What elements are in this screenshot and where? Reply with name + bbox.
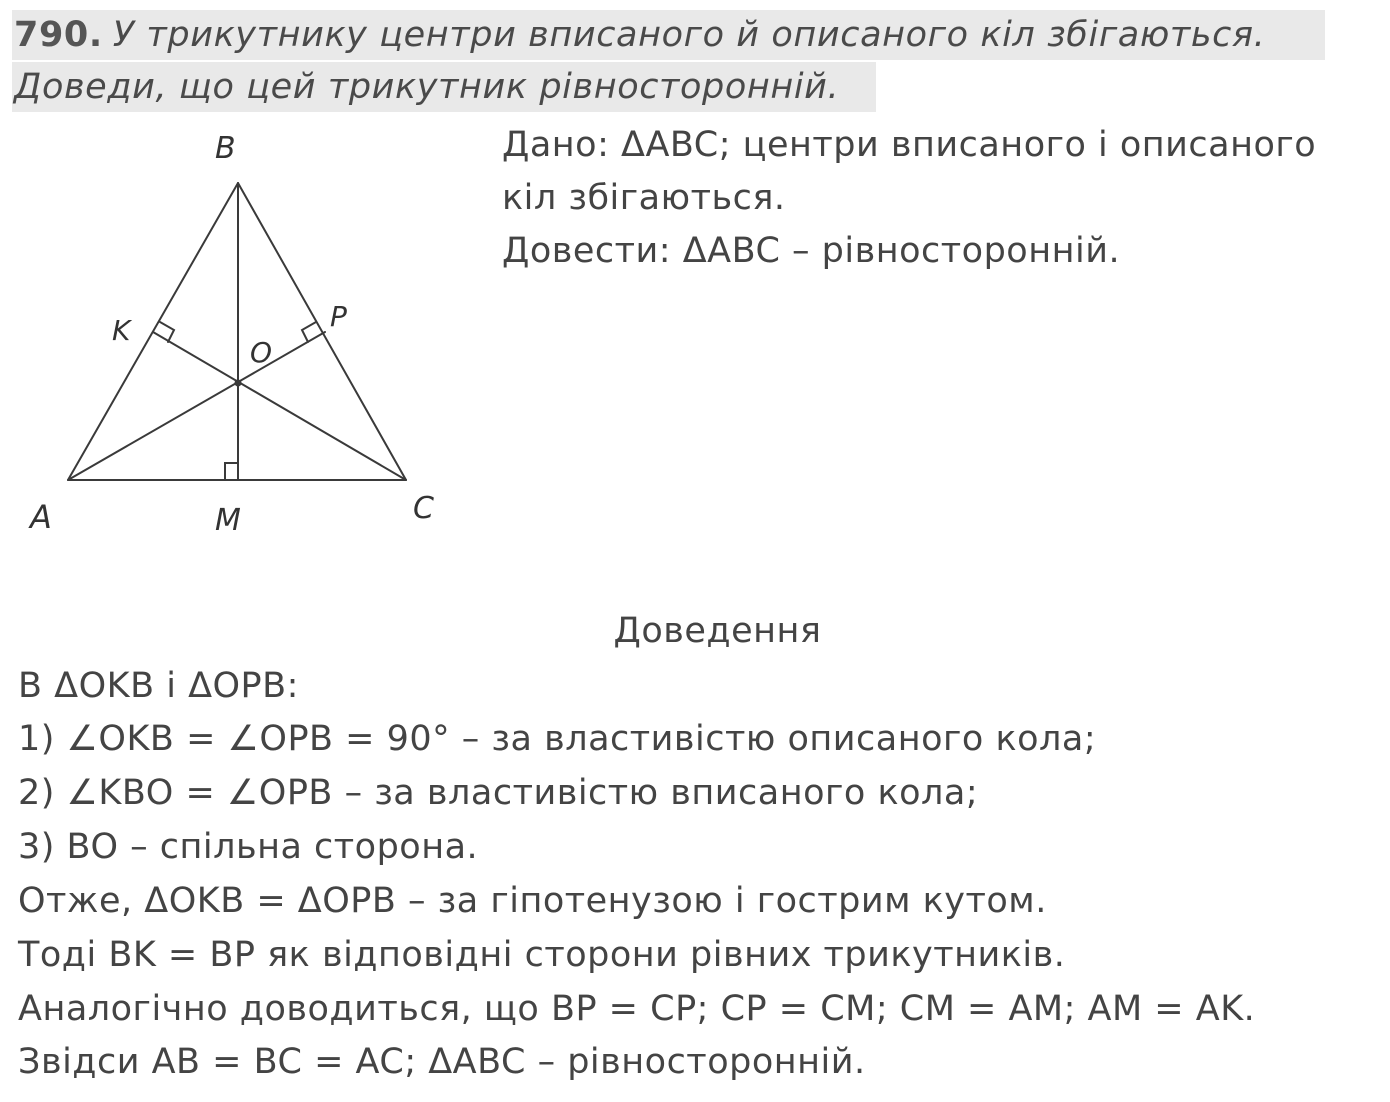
label-p: P (330, 300, 347, 333)
right-angle-k (160, 322, 174, 342)
problem-text-1: У трикутнику центри вписаного й описаного кіл збігаються. (112, 15, 1266, 55)
proof-line-8: Звідси AB = BC = AC; ΔABC – рівносторонній. (18, 1042, 866, 1082)
proof-line-6: Тоді BK = BP як відповідні сторони рівних трикутників. (18, 935, 1066, 975)
proof-line-2: 1) ∠OKB = ∠OPB = 90° – за властивістю описаного кола; (18, 719, 1097, 759)
side-bc (238, 183, 406, 480)
label-c: C (413, 491, 434, 526)
right-angle-m (225, 463, 238, 480)
label-m: M (215, 503, 241, 538)
proof-line-3: 2) ∠KBO = ∠OPB – за властивістю вписаного кола; (18, 773, 979, 813)
label-a: A (30, 498, 52, 536)
triangle-figure (0, 110, 460, 580)
segment-ap (68, 332, 325, 480)
label-b: B (215, 131, 236, 166)
given-line-2: кіл збігаються. (502, 178, 786, 218)
proof-title: Доведення (613, 611, 822, 651)
center-point-o (235, 380, 242, 387)
segment-ck (153, 332, 406, 480)
label-o: O (250, 336, 273, 369)
label-k: K (112, 314, 131, 347)
problem-statement-line-2: Доведи, що цей трикутник рівносторонній. (14, 67, 840, 107)
proof-line-5: Отже, ΔOKB = ΔOPB – за гіпотенузою і гострим кутом. (18, 881, 1047, 921)
proof-line-7: Аналогічно доводиться, що BP = CP; CP = CM; CM = AM; AM = AK. (18, 989, 1256, 1029)
problem-statement-line-1 (14, 10, 1265, 60)
prove-line: Довести: ΔABC – рівносторонній. (502, 231, 1121, 271)
proof-line-4: 3) BO – спільна сторона. (18, 827, 479, 867)
problem-number: 790. (14, 15, 103, 55)
proof-line-1: В ΔOKB і ΔOPB: (18, 666, 299, 706)
given-line-1: Дано: ΔABC; центри вписаного і описаного (502, 125, 1317, 165)
